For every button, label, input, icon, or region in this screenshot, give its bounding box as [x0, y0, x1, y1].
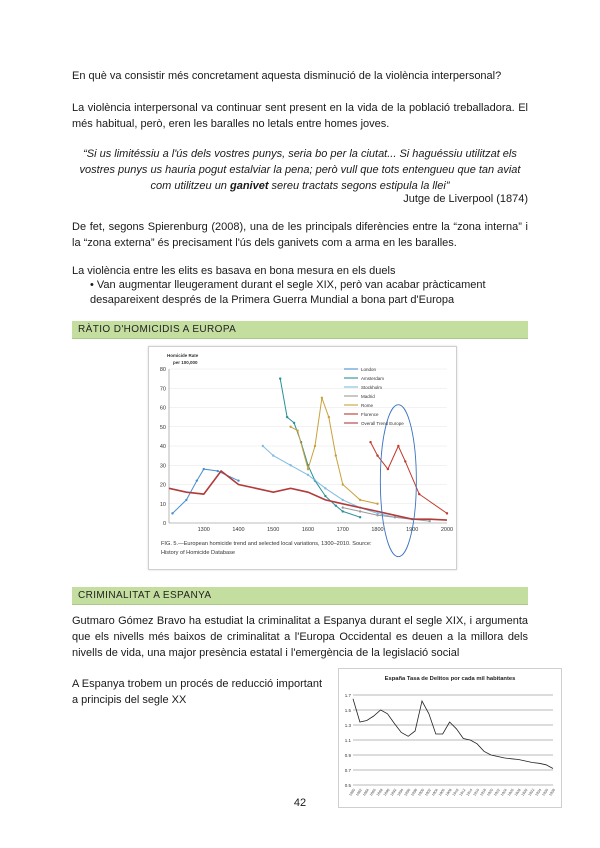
data-point — [196, 479, 198, 481]
data-point — [314, 445, 316, 447]
section-header-homicide: RÀTIO D'HOMICIDIS A EUROPA — [72, 321, 528, 339]
x-tick-label: 1800 — [371, 527, 384, 533]
x-tick-label: 1930 — [520, 788, 529, 797]
x-tick-label: 1880 — [348, 788, 357, 797]
x-tick-label: 1938 — [548, 788, 557, 797]
data-point — [307, 468, 309, 470]
spain-crime-chart-figure — [338, 668, 562, 808]
y-axis-label: Homicide Rate — [167, 353, 199, 358]
data-point — [272, 454, 274, 456]
x-tick-label: 1500 — [267, 527, 280, 533]
quote-text-b: sereu tractats segons estipula la llei” — [268, 180, 450, 192]
paragraph-elites: La violència entre les elits es basava en bona mesura en els duels — [72, 265, 396, 277]
paragraph-gomez-bravo: Gutmaro Gómez Bravo ha estudiat la criminalitat a Espanya durant el segle XIX, i argumenta que els nivells més baixos de criminalitat a l'Europa Occidental es deuen a la millora dels nivells de vida, una major presència estatal i l'emergència de la legislació social — [72, 615, 528, 659]
y-tick-label: 70 — [159, 386, 166, 393]
data-point — [359, 499, 361, 501]
paragraph-interpersonal-violence: La violència interpersonal va continuar sent present en la vida de la població treballadora. El més habitual, però, eren les baralles no letals entre homes joves. — [72, 102, 528, 130]
homicide-chart-figure — [148, 346, 457, 570]
x-tick-label: 2000 — [440, 527, 454, 533]
data-point — [324, 495, 326, 497]
data-point — [446, 512, 448, 514]
y-tick-label: 20 — [159, 482, 166, 489]
data-point — [296, 429, 298, 431]
data-point — [237, 479, 239, 481]
series-line-stockholm — [263, 446, 413, 519]
series-line-amsterdam — [280, 379, 360, 518]
x-tick-label: 1902 — [424, 788, 432, 797]
legend-label: Florence — [361, 412, 379, 417]
x-tick-label: 1890 — [382, 788, 391, 797]
x-tick-label: 1904 — [431, 788, 439, 797]
spain-crime-chart — [339, 669, 561, 807]
data-point — [286, 416, 288, 418]
x-tick-label: 1920 — [486, 788, 495, 797]
x-tick-label: 1900 — [417, 788, 426, 797]
y-tick-label: 30 — [159, 463, 166, 470]
homicide-chart — [149, 347, 456, 569]
x-tick-label: 1928 — [513, 788, 522, 797]
x-tick-label: 1912 — [458, 788, 467, 797]
x-tick-label: 1906 — [437, 788, 446, 797]
x-tick-label: 1700 — [336, 527, 349, 533]
x-tick-label: 1910 — [451, 788, 460, 797]
page-number: 42 — [293, 797, 307, 809]
y-axis-label: per 100,000 — [173, 360, 198, 365]
y-tick-label: 40 — [159, 444, 166, 450]
x-tick-label: 1914 — [465, 788, 474, 797]
data-point — [307, 474, 309, 476]
data-point — [342, 506, 344, 508]
x-tick-label: 1922 — [493, 788, 501, 797]
series-line-overall-trend-europe — [169, 471, 447, 520]
data-point — [376, 514, 378, 516]
data-point — [376, 454, 378, 456]
y-tick-label: 1.7 — [344, 692, 351, 698]
question-heading: En què va consistir més concretament aquesta disminució de la violència interpersonal? — [72, 70, 502, 82]
legend-label: London — [361, 367, 377, 372]
y-tick-label: 10 — [159, 501, 166, 508]
paragraph-spain-reduction: A Espanya trobem un procés de reducció important a principis del segle XX — [72, 678, 323, 706]
data-point — [387, 468, 389, 470]
data-point — [262, 445, 264, 447]
data-point — [359, 510, 361, 512]
x-tick-label: 1926 — [506, 788, 515, 797]
y-tick-label: 1.3 — [344, 722, 351, 728]
data-point — [376, 503, 378, 505]
y-tick-label: 0.7 — [344, 767, 351, 773]
y-tick-label: 1.1 — [344, 737, 351, 743]
judge-quote — [72, 146, 528, 194]
data-point — [279, 377, 281, 379]
crime-rate-line — [353, 699, 553, 769]
data-point — [324, 487, 326, 489]
x-tick-label: 1936 — [541, 788, 550, 797]
data-point — [293, 422, 295, 424]
data-point — [335, 504, 337, 506]
x-tick-label: 1886 — [368, 788, 377, 797]
data-point — [216, 470, 218, 472]
x-tick-label: 1934 — [534, 788, 543, 797]
data-point — [203, 468, 205, 470]
quote-text-a: “Si us limitéssiu a l'ús dels vostres punys, seria bo per la ciutat... Si haguéssiu utilitzat els vostres punys us hauria pogut estalviar la pena; però vull que tots entengueu que tan aviat com utilitzeu un — [79, 148, 521, 192]
y-tick-label: 80 — [159, 367, 166, 373]
y-tick-label: 50 — [159, 424, 166, 431]
data-point — [342, 499, 344, 501]
data-point — [418, 493, 420, 495]
section-header-crime: CRIMINALITAT A ESPANYA — [72, 587, 528, 605]
x-tick-label: 1882 — [355, 788, 364, 797]
x-tick-label: 1892 — [389, 788, 398, 797]
data-point — [335, 454, 337, 456]
data-point — [321, 397, 323, 399]
y-tick-label: 1.5 — [344, 707, 351, 713]
data-point — [359, 516, 361, 518]
x-tick-label: 1918 — [479, 788, 488, 797]
legend-label: Amsterdam — [361, 376, 385, 381]
x-tick-label: 1924 — [499, 788, 508, 797]
chart-caption: FIG. 5.—European homicide trend and selected local variations, 1300–2010. Source: — [161, 541, 372, 547]
x-tick-label: 1884 — [362, 788, 370, 797]
data-point — [289, 464, 291, 466]
chart-title: España Tasa de Delitos por cada mil habitantes — [384, 676, 516, 682]
legend-label: Rome — [361, 403, 374, 408]
legend-label: Stockholm — [361, 385, 383, 390]
data-point — [289, 426, 291, 428]
x-tick-label: 1900 — [406, 527, 419, 533]
highlight-ellipse — [380, 405, 419, 557]
x-tick-label: 1932 — [527, 788, 536, 797]
legend-label: Madrid — [361, 394, 375, 399]
data-point — [342, 510, 344, 512]
y-tick-label: 0 — [162, 521, 166, 527]
legend-label: Overall Trend Europe — [361, 421, 404, 426]
data-point — [328, 416, 330, 418]
x-tick-label: 1300 — [197, 527, 210, 533]
data-point — [342, 483, 344, 485]
data-point — [394, 516, 396, 518]
chart-caption: History of Homicide Database — [161, 550, 235, 556]
data-point — [185, 499, 187, 501]
x-tick-label: 1600 — [301, 527, 315, 533]
x-tick-label: 1908 — [444, 788, 453, 797]
data-point — [404, 460, 406, 462]
paragraph-spierenburg: De fet, segons Spierenburg (2008), una de les principals diferències entre la “zona interna” i la “zona externa” és precisament l'ús dels ganivets com a arma en les baralles. — [72, 221, 528, 249]
y-tick-label: 60 — [159, 405, 166, 412]
data-point — [397, 445, 399, 447]
y-tick-label: 0.5 — [344, 782, 351, 788]
x-tick-label: 1400 — [232, 527, 245, 533]
quote-bold-word: ganivet — [229, 180, 269, 192]
data-point — [428, 520, 430, 522]
data-point — [171, 512, 173, 514]
data-point — [369, 441, 371, 443]
x-tick-label: 1896 — [403, 788, 412, 797]
x-tick-label: 1888 — [375, 788, 384, 797]
bullet-duels: • Van augmentar lleugerament durant el segle XIX, però van acabar pràcticament desapareixent després de la Primera Guerra Mundial a bona part d'Europa — [90, 279, 486, 306]
x-tick-label: 1898 — [410, 788, 419, 797]
x-tick-label: 1916 — [472, 788, 481, 797]
quote-attribution: Jutge de Liverpool (1874) — [403, 193, 528, 205]
y-tick-label: 0.9 — [344, 752, 351, 758]
x-tick-label: 1894 — [396, 788, 405, 797]
